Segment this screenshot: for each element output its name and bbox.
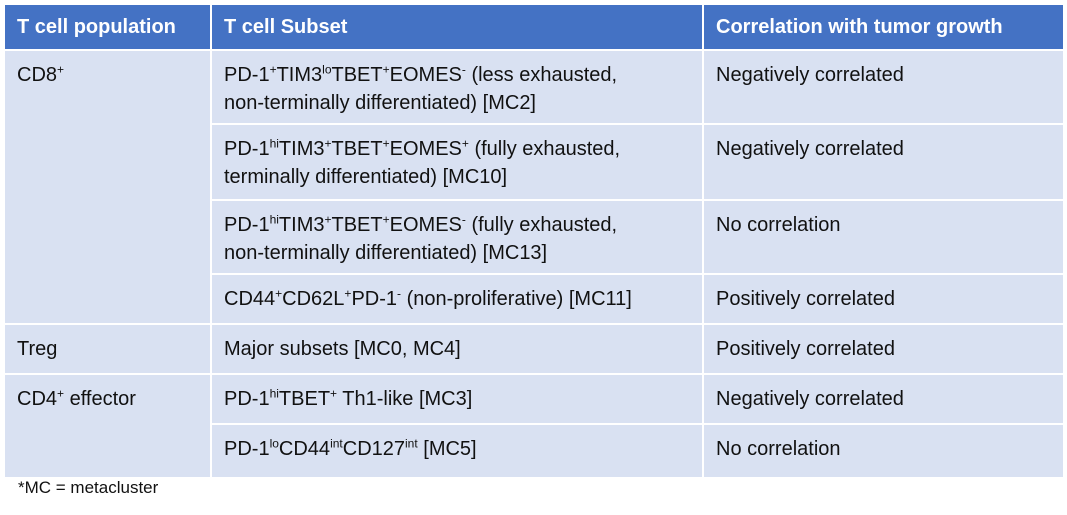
header-subset: T cell Subset	[211, 4, 703, 50]
footnote: *MC = metacluster	[18, 478, 159, 497]
population-treg: Treg	[4, 324, 211, 374]
header-row	[4, 4, 1064, 50]
correlation-cell: Negatively correlated	[703, 50, 1064, 124]
subset-cell: $PD-1^{lo}CD44^{int}CD127^{int}$ [MC5]	[211, 424, 703, 478]
header-correlation: Correlation with tumor growth	[703, 4, 1064, 50]
subset-cell: $PD-1^{hi}TIM3^+TBET^+EOMES^-$ (fully exhausted, non-terminally differentiated) [MC13]	[211, 200, 703, 274]
population-cd4-effector: CD4+ effector	[4, 374, 211, 478]
t-cell-correlation-table	[3, 3, 1065, 479]
correlation-cell: No correlation	[703, 200, 1064, 274]
correlation-cell: Positively correlated	[703, 324, 1064, 374]
table-row	[4, 50, 1064, 124]
correlation-cell: Negatively correlated	[703, 124, 1064, 200]
table-row	[4, 374, 1064, 424]
correlation-cell: No correlation	[703, 424, 1064, 478]
subset-cell: $PD-1^+TIM3^{lo}TBET^+EOMES^-$ (less exhausted, non-terminally differentiated) [MC2]	[211, 50, 703, 124]
subset-cell: Major subsets [MC0, MC4]	[211, 324, 703, 374]
header-population: T cell population	[4, 4, 211, 50]
subset-cell: $PD-1^{hi}TIM3^+TBET^+EOMES^+$ (fully exhausted, terminally differentiated) [MC10]	[211, 124, 703, 200]
subset-cell: $PD-1^{hi}TBET^+$ Th1-like [MC3]	[211, 374, 703, 424]
table-row	[4, 324, 1064, 374]
population-cd8: CD8+	[4, 50, 211, 324]
correlation-cell: Negatively correlated	[703, 374, 1064, 424]
correlation-cell: Positively correlated	[703, 274, 1064, 324]
subset-cell: CD44+CD62L+PD-1- (non-proliferative) [MC11]	[211, 274, 703, 324]
